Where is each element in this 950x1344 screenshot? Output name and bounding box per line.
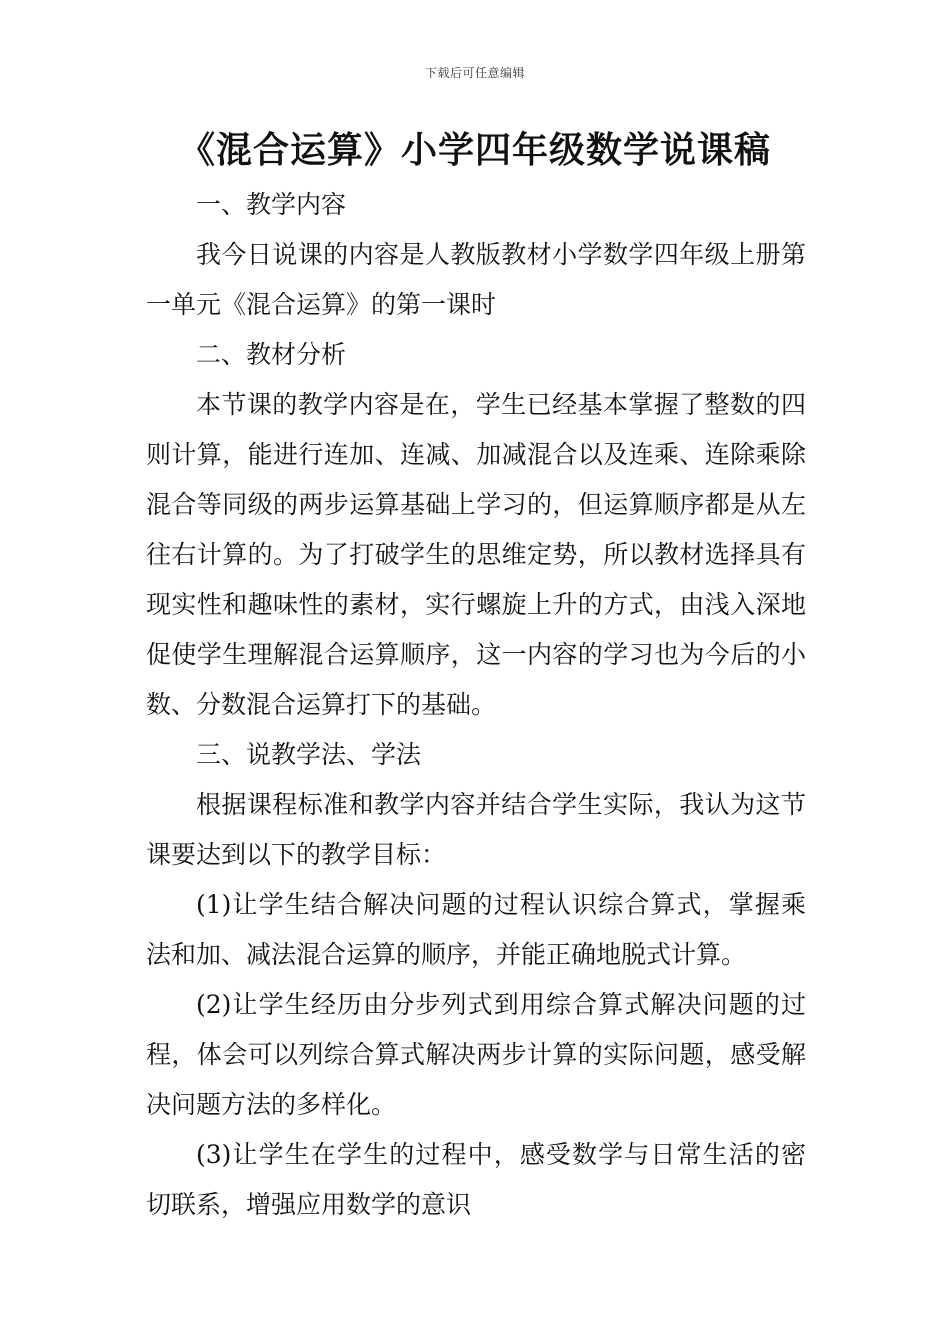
section-heading-methods: 三、说教学法、学法 [196, 740, 422, 769]
section-heading-content: 一、教学内容 [196, 190, 347, 219]
paragraph-analysis: 本节课的教学内容是在，学生已经基本掌握了整数的四则计算，能进行连加、连减、加减混合以及连乘、连除乘除混合等同级的两步运算基础上学习的，但运算顺序都是从左往右计算的。为了打破学生的思维定势，所以教材选择具有现实性和趣味性的素材，实行螺旋上升的方式，由浅入深地促使学生理解混合运算顺序，这一内容的学习也为今后的小数、分数混合运算打下的基础。 [146, 390, 806, 719]
paragraph-goals-intro: 根据课程标准和教学内容并结合学生实际，我认为这节课要达到以下的教学目标： [146, 790, 806, 869]
section-heading-analysis: 二、教材分析 [196, 340, 347, 369]
goal-item-2: (2)让学生经历由分步列式到用综合算式解决问题的过程，体会可以列综合算式解决两步计算的实际问题，感受解决问题方法的多样化。 [146, 990, 806, 1119]
goal-item-1: (1)让学生结合解决问题的过程认识综合算式，掌握乘法和加、减法混合运算的顺序，并能正确地脱式计算。 [146, 890, 806, 969]
document-title: 《混合运算》小学四年级数学说课稿 [178, 130, 771, 171]
header-note: 下载后可任意编辑 [424, 66, 525, 80]
document-body [146, 180, 806, 1230]
paragraph-content: 我今日说课的内容是人教版教材小学数学四年级上册第一单元《混合运算》的第一课时 [146, 240, 806, 319]
goal-item-3: (3)让学生在学生的过程中，感受数学与日常生活的密切联系，增强应用数学的意识 [146, 1140, 806, 1219]
